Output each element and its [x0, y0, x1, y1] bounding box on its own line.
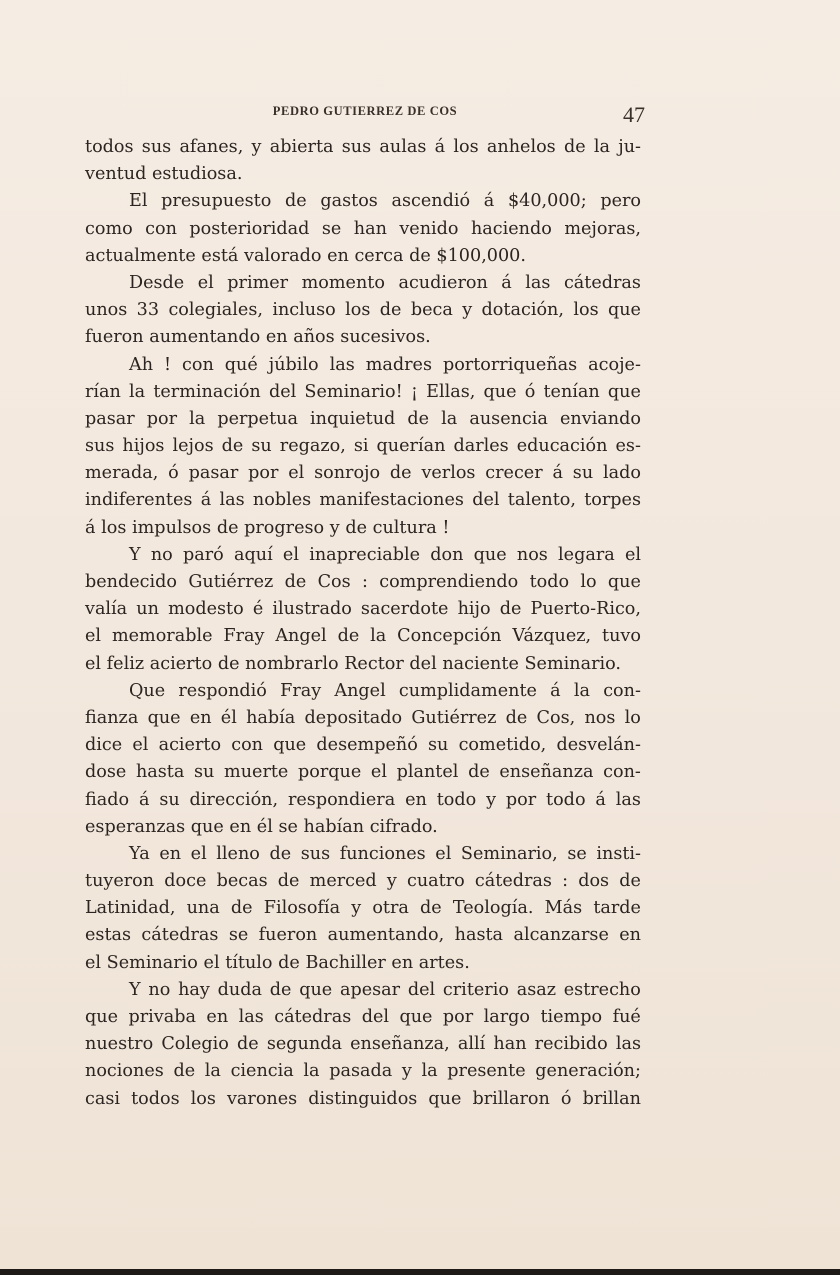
text-line: Desde el primer momento acudieron á las cátedras — [129, 272, 641, 293]
text-line: ventud estudiosa. — [85, 164, 243, 185]
text-line: merada, ó pasar por el sonrojo de verlos crecer á su lado — [85, 463, 641, 484]
text-line: fueron aumentando en años sucesivos. — [85, 327, 431, 348]
text-line: dose hasta su muerte porque el plantel de enseñanza con- — [85, 762, 641, 783]
text-line: esperanzas que en él se habían cifrado. — [85, 816, 438, 837]
text-line: dice el acierto con que desempeñó su cometido, desvelán- — [85, 735, 641, 756]
scan-bottom-edge — [0, 1269, 840, 1275]
text-line: Ya en el lleno de sus funciones el Seminario, se insti- — [129, 843, 641, 864]
text-line: sus hijos lejos de su regazo, si querían darles educación es- — [85, 436, 641, 457]
running-head: PEDRO GUTIERREZ DE COS — [272, 104, 458, 118]
text-line: rían la terminación del Seminario! ¡ Ellas, que ó tenían que — [85, 381, 641, 402]
text-line: á los impulsos de progreso y de cultura ! — [85, 517, 450, 538]
text-line: Y no paró aquí el inapreciable don que nos legara el — [129, 544, 641, 565]
text-line: como con posterioridad se han venido haciendo mejoras, — [85, 218, 641, 239]
text-line: que privaba en las cátedras del que por largo tiempo fué — [85, 1007, 641, 1027]
text-line: el feliz acierto de nombrarlo Rector del naciente Seminario. — [85, 653, 622, 674]
text-line: fiado á su dirección, respondiera en todo y por todo á las — [85, 789, 641, 810]
text-line: nuestro Colegio de segunda enseñanza, allí han recibido las — [85, 1034, 641, 1055]
text-line: el Seminario el título de Bachiller en artes. — [85, 952, 470, 973]
text-line: el memorable Fray Angel de la Concepción Vázquez, tuvo — [85, 626, 641, 647]
text-line: Latinidad, una de Filosofía y otra de Teología. Más tarde — [85, 898, 641, 919]
text-line: casi todos los varones distinguidos que brillaron ó brillan — [85, 1088, 641, 1109]
text-line: unos 33 colegiales, incluso los de beca y dotación, los que — [85, 300, 641, 321]
text-line: bendecido Gutiérrez de Cos : comprendiendo todo lo que — [85, 572, 641, 592]
body-text — [85, 134, 641, 1113]
text-line: nociones de la ciencia la pasada y la presente generación; — [85, 1061, 641, 1082]
text-line: valía un modesto é ilustrado sacerdote hijo de Puerto-Rico, — [85, 599, 641, 620]
text-line: todos sus afanes, y abierta sus aulas á los anhelos de la ju- — [85, 137, 641, 157]
page-header — [85, 100, 645, 130]
text-line: indiferentes á las nobles manifestaciones del talento, torpes — [85, 490, 641, 511]
text-line: El presupuesto de gastos ascendió á $40,000; pero — [129, 191, 641, 212]
page-number: 47 — [623, 102, 645, 127]
text-line: pasar por la perpetua inquietud de la ausencia enviando — [85, 408, 641, 429]
text-line: Ah ! con qué júbilo las madres portorriqueñas acoje- — [129, 354, 641, 375]
text-line: tuyeron doce becas de merced y cuatro cátedras : dos de — [85, 871, 641, 892]
text-line: actualmente está valorado en cerca de $100,000. — [85, 245, 526, 266]
text-line: Que respondió Fray Angel cumplidamente á la con- — [129, 680, 641, 701]
text-line: estas cátedras se fueron aumentando, hasta alcanzarse en — [85, 925, 641, 946]
text-line: Y no hay duda de que apesar del criterio asaz estrecho — [129, 979, 641, 1000]
text-line: fianza que en él había depositado Gutiérrez de Cos, nos lo — [85, 707, 641, 728]
